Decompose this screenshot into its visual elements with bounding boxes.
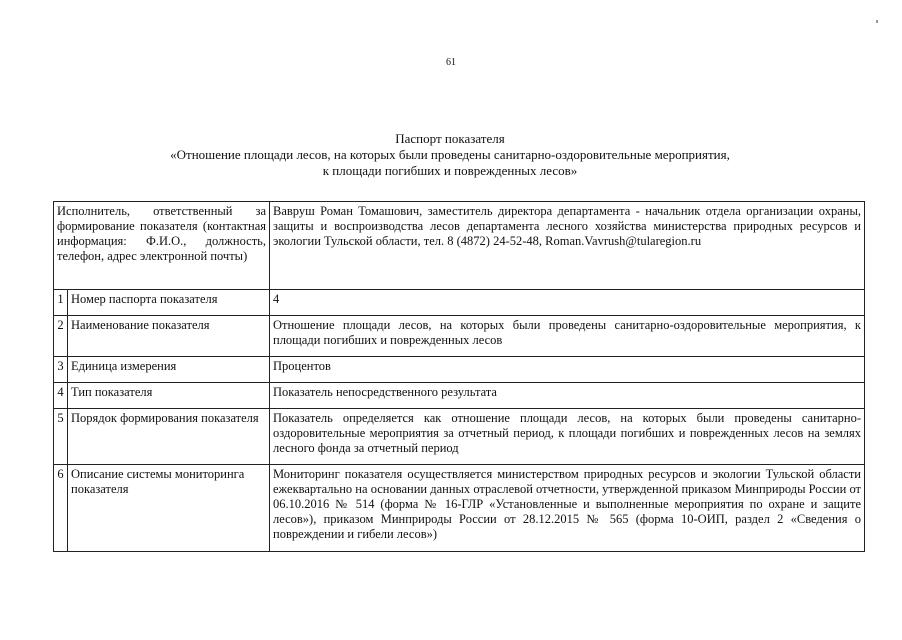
row-number: 1 — [54, 290, 68, 316]
scan-artifact-mark — [876, 20, 878, 23]
table-row — [54, 357, 865, 383]
row-value: 4 — [270, 290, 865, 316]
row-value: Показатель определяется как отношение площади лесов, на которых были проведены санитарно-оздоровительные мероприятия за отчетный период, к площади погибших и поврежденных лесов на землях лесного фонда за отчетный период — [270, 409, 865, 465]
row-value: Мониторинг показателя осуществляется министерством природных ресурсов и экологии Тульской области ежеквартально на основании данных отраслевой отчетности, утвержденной приказом Минприроды России от 06.10.2016 № 514 (форма № 16-ГЛР «Установленные и выполненные мероприятия по охране и защите лесов»), приказом Минприроды России от 28.12.2015 № 565 (форма 10-ОИП, раздел 2 «Сведения о повреждении и гибели лесов») — [270, 465, 865, 552]
document-title — [60, 131, 840, 179]
row-number: 2 — [54, 316, 68, 357]
row-label: Единица измерения — [68, 357, 270, 383]
row-number: 3 — [54, 357, 68, 383]
table-row — [54, 290, 865, 316]
row-label: Тип показателя — [68, 383, 270, 409]
table-row — [54, 465, 865, 552]
row-label: Описание системы мониторинга показателя — [68, 465, 270, 552]
row-value: Процентов — [270, 357, 865, 383]
row-label: Наименование показателя — [68, 316, 270, 357]
table-row-responsible — [54, 202, 865, 290]
page-number: 61 — [446, 57, 456, 68]
title-line-1: Паспорт показателя — [395, 131, 505, 146]
row-value: Показатель непосредственного результата — [270, 383, 865, 409]
table-row — [54, 383, 865, 409]
title-line-2: «Отношение площади лесов, на которых были проведены санитарно-оздоровительные мероприятия, — [170, 147, 730, 162]
row-label: Номер паспорта показателя — [68, 290, 270, 316]
indicator-passport-table — [53, 201, 865, 552]
title-line-3: к площади погибших и поврежденных лесов» — [322, 163, 578, 178]
row-number: 6 — [54, 465, 68, 552]
table-row — [54, 316, 865, 357]
responsible-label: Исполнитель, ответственный за формирование показателя (контактная информация: Ф.И.О., должность, телефон, адрес электронной почты) — [54, 202, 270, 290]
row-value: Отношение площади лесов, на которых были проведены санитарно-оздоровительные мероприятия, к площади погибших и поврежденных лесов — [270, 316, 865, 357]
row-number: 4 — [54, 383, 68, 409]
table-row — [54, 409, 865, 465]
row-label: Порядок формирования показателя — [68, 409, 270, 465]
responsible-value: Вавруш Роман Томашович, заместитель директора департамента - начальник отдела организации охраны, защиты и воспроизводства лесов департамента лесного хозяйства министерства природных ресурсов и экологии Тульской области, тел. 8 (4872) 24-52-48, Roman.Vavrush@tularegion.ru — [270, 202, 865, 290]
row-number: 5 — [54, 409, 68, 465]
